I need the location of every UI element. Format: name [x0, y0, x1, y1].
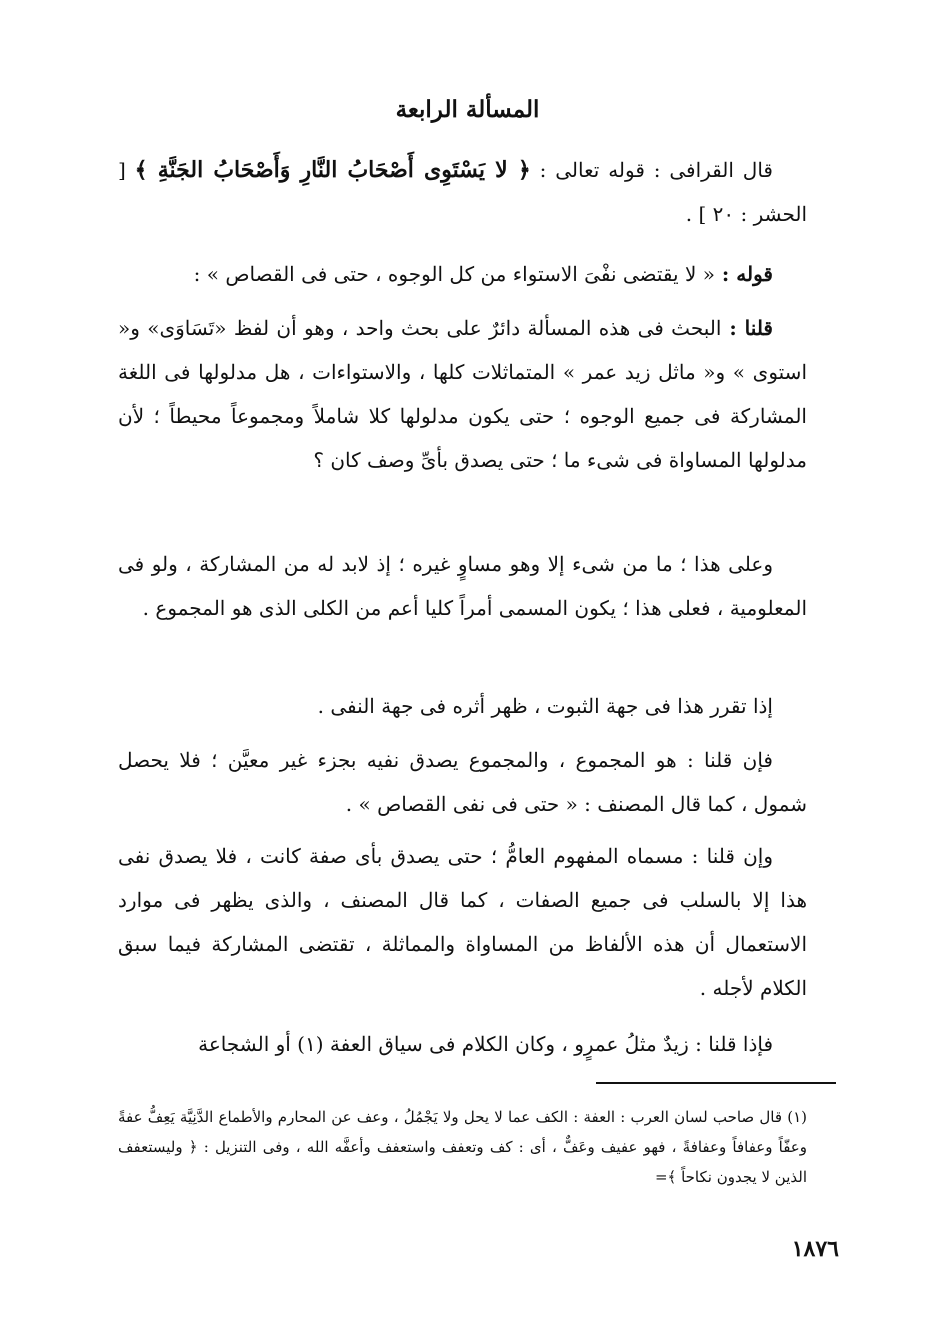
paragraph-2: [118, 252, 807, 296]
paragraph-text: فإن قلنا : هو المجموع ، والمجموع يصدق نفيه بجزء غير معيَّن ؛ فلا يحصل شمول ، كما قال المصنف : « حتى فى نفى القصاص » .: [118, 748, 807, 816]
paragraph-1: [118, 148, 807, 236]
page-number: ١٨٧٦: [791, 1236, 839, 1262]
paragraph-text: « لا يقتضى نفْىَ الاستواء من كل الوجوه ، حتى فى القصاص » :: [193, 262, 715, 286]
paragraph-lead: قوله :: [714, 262, 773, 286]
footnote-separator: [596, 1082, 836, 1084]
quran-verse: ﴿ لا يَسْتَوِى أَصْحَابُ النَّارِ وَأَصْحَابُ الجَنَّةِ ﴾: [134, 157, 531, 183]
paragraph-3: [118, 306, 807, 482]
paragraph-text: البحث فى هذه المسألة دائرٌ على بحث واحد ، وهو أن لفظ «تَسَاوَى» و« استوى » و« ماثل زيد عمر » المتماثلات كلها ، والاستواءات ، هل مدلولها فى اللغة المشاركة فى جميع الوجوه ؛ حتى يكون مدلولها كلا شاملاً ومجموعاً محيطاً ؛ لأن مدلولها المساواة فى شىء ما ؛ حتى يصدق بأىِّ وصف كان ؟: [118, 316, 807, 472]
paragraph-7: [118, 834, 807, 1010]
paragraph-lead: قلنا :: [721, 316, 773, 340]
paragraph-text: وعلى هذا ؛ ما من شىء إلا وهو مساوٍ غيره ؛ إذ لابد له من المشاركة ، ولو فى المعلومية ، فعلى هذا ؛ يكون المسمى أمراً كليا أعم من الكلى الذى هو المجموع .: [118, 552, 807, 620]
footnote: (١) قال صاحب لسان العرب : العفة : الكف عما لا يحل ولا يَجْمُلُ ، وعف عن المحارم والأطماع الدَّنِيَّة يَعِفُّ عفةً وعفّاً وعفافاً وعفافةً ، فهو عفيف وعَفٌّ ، أى : كف وتعفف واستعفف وأعفَّه الله ، وفى التنزيل : ﴿ وليستعفف الذين لا يجدون نكاحاً ﴾=: [118, 1108, 807, 1186]
paragraph-8: [118, 1022, 807, 1066]
paragraph-text: فإذا قلنا : زيدٌ مثلُ عمرٍو ، وكان الكلام فى سياق العفة (١) أو الشجاعة: [198, 1032, 773, 1056]
paragraph-5: [118, 684, 807, 728]
paragraph-text: قال القرافى : قوله تعالى :: [530, 158, 773, 182]
paragraph-4: [118, 542, 807, 630]
paragraph-text: إذا تقرر هذا فى جهة الثبوت ، ظهر أثره فى جهة النفى .: [317, 694, 773, 718]
paragraph-text: وإن قلنا : مسماه المفهوم العامُّ ؛ حتى يصدق بأى صفة كانت ، فلا يصدق نفى هذا إلا بالسلب فى جميع الصفات ، كما قال المصنف ، والذى يظهر فى موارد الاستعمال أن هذه الألفاظ من المساواة والمماثلة ، تقتضى المشاركة فيما سبق الكلام لأجله .: [118, 844, 808, 1000]
section-heading: المسألة الرابعة: [395, 96, 540, 123]
paragraph-6: [118, 738, 807, 826]
verse-reference: [ الحشر : ٢٠ ] .: [118, 158, 807, 226]
